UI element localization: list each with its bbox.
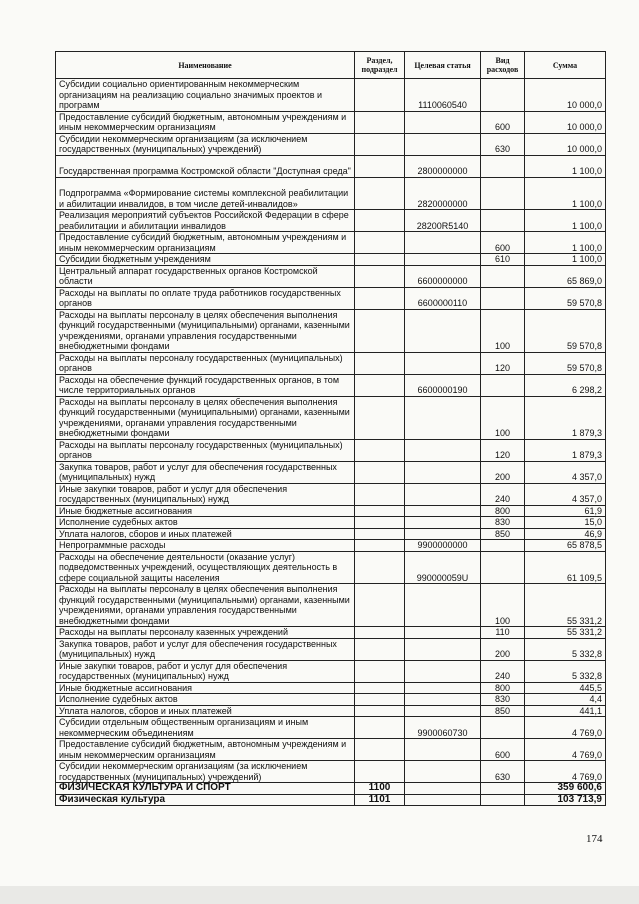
cell-sum: 46,9: [525, 528, 606, 540]
cell-target: [405, 254, 481, 266]
cell-sum: 10 000,0: [525, 79, 606, 112]
table-row: [56, 483, 606, 505]
cell-name: Уплата налогов, сборов и иных платежей: [56, 705, 355, 717]
cell-target: [405, 528, 481, 540]
table-row: [56, 638, 606, 660]
cell-section: [355, 396, 405, 439]
cell-section: [355, 461, 405, 483]
cell-section: [355, 584, 405, 627]
cell-name: Уплата налогов, сборов и иных платежей: [56, 528, 355, 540]
cell-vid: 630: [481, 761, 525, 783]
cell-name: Субсидии бюджетным учреждениям: [56, 254, 355, 266]
cell-sum: 1 879,3: [525, 396, 606, 439]
cell-name: Иные закупки товаров, работ и услуг для обеспечения государственных (муниципальных) нужд: [56, 660, 355, 682]
cell-vid: 200: [481, 638, 525, 660]
cell-vid: [481, 287, 525, 309]
cell-name: Субсидии социально ориентированным некоммерческим организациям на реализацию социально значимых проектов и программ: [56, 79, 355, 112]
cell-sum: 1 100,0: [525, 177, 606, 210]
cell-target: [405, 705, 481, 717]
cell-vid: [481, 794, 525, 806]
cell-vid: [481, 79, 525, 112]
cell-sum: 59 570,8: [525, 352, 606, 374]
cell-sum: 1 100,0: [525, 254, 606, 266]
cell-name: Непрограммные расходы: [56, 540, 355, 552]
cell-name: Физическая культура: [56, 794, 355, 806]
cell-name: Расходы на обеспечение функций государственных органов, в том числе территориальных органов: [56, 374, 355, 396]
cell-target: [405, 739, 481, 761]
cell-name: Расходы на выплаты персоналу в целях обеспечения выполнения функций государственными (муниципальными) органами, казенными учреждениями, органами управления государственными внебюджетными фондами: [56, 584, 355, 627]
cell-sum: 61 109,5: [525, 551, 606, 584]
cell-vid: 200: [481, 461, 525, 483]
cell-section: [355, 528, 405, 540]
table-row: [56, 232, 606, 254]
page-bottom-edge: [0, 886, 639, 904]
table-row: [56, 374, 606, 396]
cell-name: Предоставление субсидий бюджетным, автономным учреждениям и иным некоммерческим организациям: [56, 232, 355, 254]
cell-target: 2820000000: [405, 177, 481, 210]
cell-section: [355, 79, 405, 112]
cell-target: [405, 694, 481, 706]
table-row: [56, 528, 606, 540]
cell-target: [405, 439, 481, 461]
cell-sum: 4 769,0: [525, 739, 606, 761]
table-row: [56, 352, 606, 374]
cell-vid: 830: [481, 517, 525, 529]
cell-section: [355, 133, 405, 155]
cell-vid: 100: [481, 396, 525, 439]
table-row: [56, 627, 606, 639]
cell-section: [355, 483, 405, 505]
cell-target: [405, 232, 481, 254]
cell-section: [355, 638, 405, 660]
cell-target: [405, 396, 481, 439]
header-sum: Сумма: [525, 52, 606, 79]
cell-vid: 240: [481, 483, 525, 505]
cell-sum: 4 769,0: [525, 717, 606, 739]
cell-name: Иные бюджетные ассигнования: [56, 682, 355, 694]
cell-sum: 103 713,9: [525, 794, 606, 806]
cell-target: [405, 517, 481, 529]
table-row: [56, 133, 606, 155]
cell-name: Государственная программа Костромской области "Доступная среда": [56, 155, 355, 177]
table-row: [56, 551, 606, 584]
cell-target: 6600000000: [405, 265, 481, 287]
cell-sum: 4 357,0: [525, 461, 606, 483]
cell-target: 2800000000: [405, 155, 481, 177]
cell-section: [355, 155, 405, 177]
table-row: [56, 705, 606, 717]
table-row: [56, 155, 606, 177]
table-row: [56, 540, 606, 552]
cell-name: Субсидии некоммерческим организациям (за исключением государственных (муниципальных) учреждений): [56, 133, 355, 155]
cell-vid: 110: [481, 627, 525, 639]
cell-vid: [481, 540, 525, 552]
cell-name: Расходы на выплаты персоналу государственных (муниципальных) органов: [56, 352, 355, 374]
cell-section: [355, 682, 405, 694]
cell-name: Расходы на выплаты персоналу казенных учреждений: [56, 627, 355, 639]
cell-section: [355, 694, 405, 706]
table-row: [56, 439, 606, 461]
cell-name: Исполнение судебных актов: [56, 517, 355, 529]
cell-name: Закупка товаров, работ и услуг для обеспечения государственных (муниципальных) нужд: [56, 638, 355, 660]
cell-sum: 55 331,2: [525, 584, 606, 627]
cell-vid: 850: [481, 528, 525, 540]
cell-vid: [481, 265, 525, 287]
cell-section: [355, 309, 405, 352]
header-name: Наименование: [56, 52, 355, 79]
table-row: [56, 309, 606, 352]
cell-vid: 600: [481, 111, 525, 133]
table-row: [56, 177, 606, 210]
cell-name: Расходы на выплаты персоналу в целях обеспечения выполнения функций государственными (муниципальными) органами, казенными учреждениями, органами управления государственными внебюджетными фондами: [56, 396, 355, 439]
cell-target: [405, 660, 481, 682]
table-header-row: [56, 52, 606, 79]
cell-vid: 100: [481, 584, 525, 627]
table-row: [56, 660, 606, 682]
cell-sum: 61,9: [525, 505, 606, 517]
cell-vid: 240: [481, 660, 525, 682]
cell-section: [355, 287, 405, 309]
table-row: [56, 761, 606, 783]
cell-sum: 4 769,0: [525, 761, 606, 783]
header-section: Раздел, подраздел: [355, 52, 405, 79]
cell-vid: 610: [481, 254, 525, 266]
cell-sum: 441,1: [525, 705, 606, 717]
table-row: [56, 79, 606, 112]
cell-sum: 4 357,0: [525, 483, 606, 505]
cell-section: [355, 517, 405, 529]
cell-section: 1101: [355, 794, 405, 806]
cell-sum: 65 878,5: [525, 540, 606, 552]
cell-sum: 55 331,2: [525, 627, 606, 639]
cell-sum: 6 298,2: [525, 374, 606, 396]
cell-sum: 359 600,6: [525, 783, 606, 795]
cell-vid: [481, 210, 525, 232]
cell-target: [405, 682, 481, 694]
cell-section: [355, 111, 405, 133]
cell-section: [355, 439, 405, 461]
cell-vid: 600: [481, 232, 525, 254]
cell-section: [355, 177, 405, 210]
cell-sum: 5 332,8: [525, 660, 606, 682]
cell-target: [405, 352, 481, 374]
table-row: [56, 396, 606, 439]
cell-sum: 10 000,0: [525, 111, 606, 133]
cell-vid: 600: [481, 739, 525, 761]
cell-name: Расходы на выплаты персоналу в целях обеспечения выполнения функций государственными (муниципальными) органами, казенными учреждениями, органами управления государственными внебюджетными фондами: [56, 309, 355, 352]
cell-section: [355, 352, 405, 374]
cell-sum: 10 000,0: [525, 133, 606, 155]
table-row: [56, 694, 606, 706]
cell-vid: [481, 177, 525, 210]
cell-section: [355, 265, 405, 287]
cell-target: 990000059U: [405, 551, 481, 584]
cell-target: [405, 584, 481, 627]
cell-sum: 1 879,3: [525, 439, 606, 461]
header-target: Целевая статья: [405, 52, 481, 79]
cell-name: Предоставление субсидий бюджетным, автономным учреждениям и иным некоммерческим организациям: [56, 739, 355, 761]
table-row: [56, 111, 606, 133]
cell-name: Расходы на обеспечение деятельности (оказание услуг) подведомственных учреждений, осуществляющих деятельность в сфере социальной защиты населения: [56, 551, 355, 584]
cell-section: [355, 232, 405, 254]
cell-vid: 830: [481, 694, 525, 706]
table-row: [56, 682, 606, 694]
cell-name: Расходы на выплаты персоналу государственных (муниципальных) органов: [56, 439, 355, 461]
cell-sum: 15,0: [525, 517, 606, 529]
cell-section: [355, 761, 405, 783]
cell-target: [405, 483, 481, 505]
table-row: [56, 794, 606, 806]
cell-vid: 800: [481, 682, 525, 694]
cell-name: Предоставление субсидий бюджетным, автономным учреждениям и иным некоммерческим организациям: [56, 111, 355, 133]
cell-target: [405, 783, 481, 795]
cell-sum: 1 100,0: [525, 155, 606, 177]
cell-section: [355, 717, 405, 739]
cell-target: [405, 794, 481, 806]
cell-vid: 120: [481, 352, 525, 374]
table-row: [56, 254, 606, 266]
cell-section: [355, 540, 405, 552]
table-row: [56, 265, 606, 287]
cell-section: 1100: [355, 783, 405, 795]
cell-name: Расходы на выплаты по оплате труда работников государственных органов: [56, 287, 355, 309]
cell-name: Исполнение судебных актов: [56, 694, 355, 706]
header-vid: Вид расходов: [481, 52, 525, 79]
table-row: [56, 584, 606, 627]
cell-target: 9900060730: [405, 717, 481, 739]
table-row: [56, 717, 606, 739]
cell-sum: 1 100,0: [525, 210, 606, 232]
cell-target: 28200R5140: [405, 210, 481, 232]
cell-section: [355, 551, 405, 584]
cell-section: [355, 505, 405, 517]
table-row: [56, 517, 606, 529]
table-body: [56, 79, 606, 806]
cell-target: [405, 505, 481, 517]
cell-sum: 445,5: [525, 682, 606, 694]
cell-target: [405, 761, 481, 783]
cell-vid: 120: [481, 439, 525, 461]
cell-vid: 100: [481, 309, 525, 352]
cell-target: [405, 638, 481, 660]
cell-name: Центральный аппарат государственных органов Костромской области: [56, 265, 355, 287]
cell-vid: 800: [481, 505, 525, 517]
cell-vid: [481, 783, 525, 795]
cell-name: ФИЗИЧЕСКАЯ КУЛЬТУРА И СПОРТ: [56, 783, 355, 795]
table-row: [56, 739, 606, 761]
table-row: [56, 210, 606, 232]
cell-sum: 59 570,8: [525, 287, 606, 309]
cell-target: [405, 461, 481, 483]
cell-vid: [481, 374, 525, 396]
cell-name: Субсидии некоммерческим организациям (за исключением государственных (муниципальных) учреждений): [56, 761, 355, 783]
cell-name: Подпрограмма «Формирование системы комплексной реабилитации и абилитации инвалидов, в том числе детей-инвалидов»: [56, 177, 355, 210]
cell-target: 9900000000: [405, 540, 481, 552]
cell-sum: 1 100,0: [525, 232, 606, 254]
cell-section: [355, 254, 405, 266]
cell-vid: [481, 551, 525, 584]
cell-sum: 5 332,8: [525, 638, 606, 660]
table-row: [56, 505, 606, 517]
table-row: [56, 461, 606, 483]
cell-name: Закупка товаров, работ и услуг для обеспечения государственных (муниципальных) нужд: [56, 461, 355, 483]
cell-vid: 630: [481, 133, 525, 155]
cell-name: Субсидии отдельным общественным организациям и иным некоммерческим объединениям: [56, 717, 355, 739]
cell-section: [355, 739, 405, 761]
cell-target: 1110060540: [405, 79, 481, 112]
page-number: 174: [586, 833, 603, 845]
cell-name: Реализация мероприятий субъектов Российской Федерации в сфере реабилитации и абилитации инвалидов: [56, 210, 355, 232]
cell-section: [355, 627, 405, 639]
cell-target: [405, 111, 481, 133]
cell-vid: 850: [481, 705, 525, 717]
cell-target: 6600000190: [405, 374, 481, 396]
cell-sum: 65 869,0: [525, 265, 606, 287]
cell-section: [355, 705, 405, 717]
cell-section: [355, 210, 405, 232]
cell-target: 6600000110: [405, 287, 481, 309]
cell-sum: 59 570,8: [525, 309, 606, 352]
cell-target: [405, 309, 481, 352]
table-row: [56, 783, 606, 795]
cell-name: Иные бюджетные ассигнования: [56, 505, 355, 517]
cell-vid: [481, 155, 525, 177]
cell-sum: 4,4: [525, 694, 606, 706]
table-row: [56, 287, 606, 309]
cell-section: [355, 374, 405, 396]
cell-vid: [481, 717, 525, 739]
budget-table: [55, 51, 606, 806]
cell-name: Иные закупки товаров, работ и услуг для обеспечения государственных (муниципальных) нужд: [56, 483, 355, 505]
cell-section: [355, 660, 405, 682]
cell-target: [405, 627, 481, 639]
cell-target: [405, 133, 481, 155]
